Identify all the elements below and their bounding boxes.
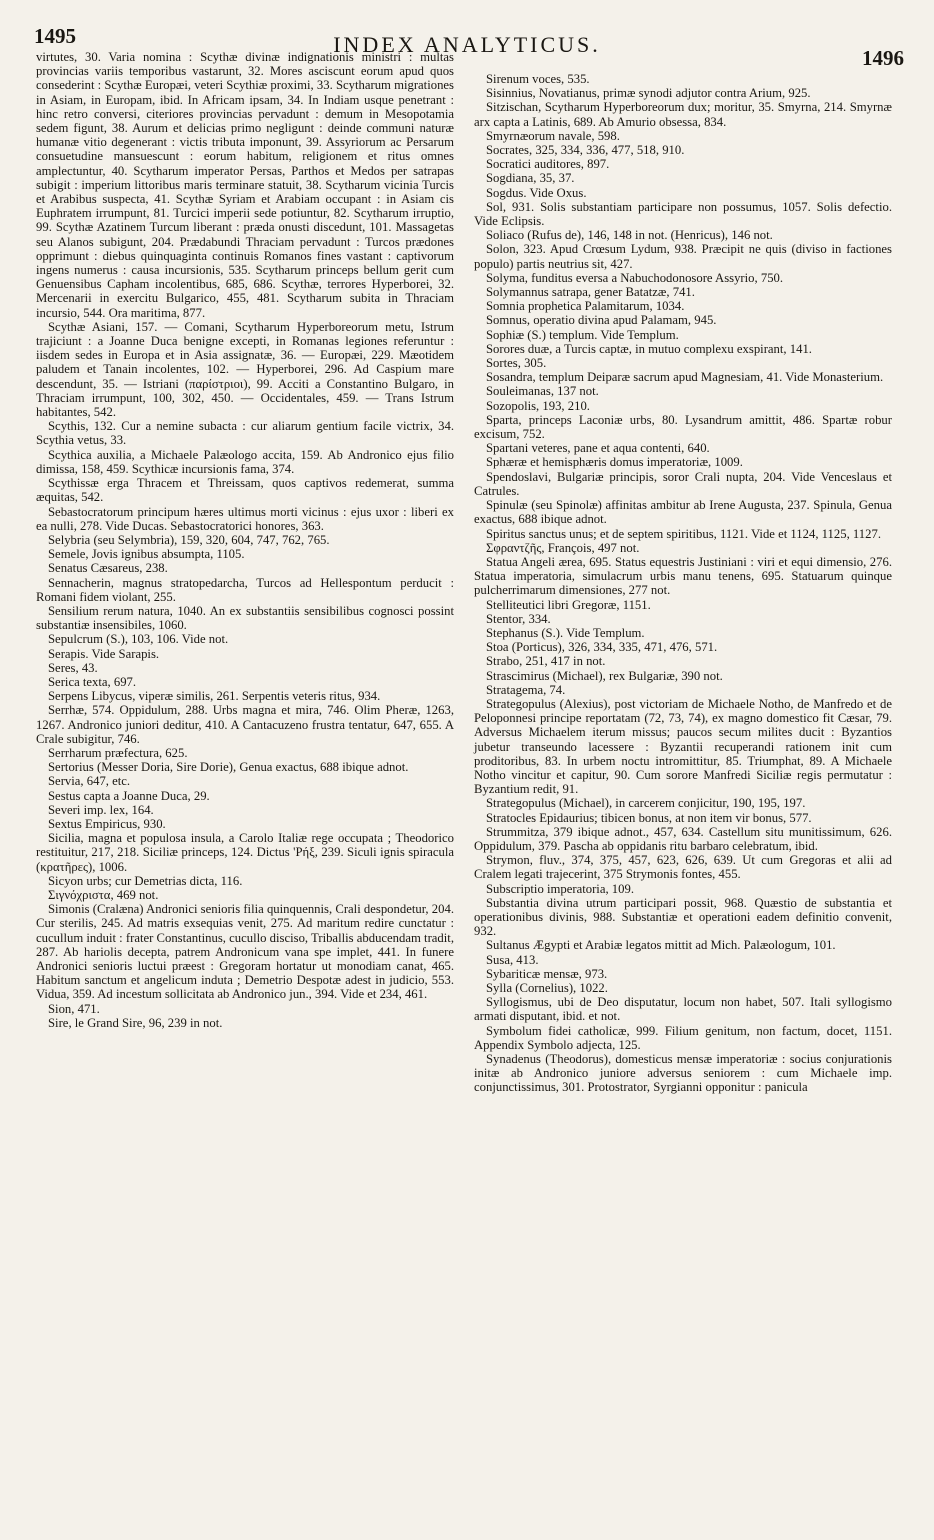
index-entry: Scythæ Asiani, 157. — Comani, Scytharum Hyperboreorum metu, Istrum trajiciunt : a Joanne Duca benigne excepti, in Romanas legiones referuntur : iisdem sedes in Europa et in Asia assignatæ, 36. — Europæi, 229. Mæotidem paludem et Tanain incolentes, 102. — Hyperborei, 296. Ad Caspium mare descendunt, 35. — Istriani (παρίστριοι), 99. Acciti a Constantino Bulgaro, in Thraciam irrumpunt, 100, 302, 450. — Occidentales, 459. — Trans Istrum habitantes, 542. [36, 319, 454, 420]
index-entry: Solon, 323. Apud Crœsum Lydum, 938. Præcipit ne quis (diviso in factiones populo) partis neutrius sit, 427. [474, 242, 892, 271]
index-entry: Sicyon urbs; cur Demetrias dicta, 116. [48, 873, 243, 888]
index-entry: Senatus Cæsareus, 238. [48, 561, 168, 576]
index-entry: Sion, 471. [48, 1001, 100, 1016]
index-entry: Sogdus. Vide Oxus. [486, 185, 587, 200]
index-entry: Solymannus satrapa, gener Batatzæ, 741. [486, 285, 695, 300]
index-entry: Sennacherin, magnus stratopedarcha, Turcos ad Hellespontum perducit : Romani fidem violant, 255. [36, 575, 454, 604]
index-entry: Serrhæ, 574. Oppidulum, 288. Urbs magna et mira, 746. Olim Pheræ, 1263, 1267. Andronico juniori deditur, 410. A Cantacuzeno frustra tentatur, 647, 655. A Crale subigitur, 746. [36, 703, 454, 746]
index-column-right [474, 72, 892, 1095]
index-entry: Serapis. Vide Sarapis. [48, 646, 160, 661]
index-entry: Stratocles Epidaurius; tibicen bonus, at non item vir bonus, 577. [486, 810, 812, 825]
index-entry: Sogdiana, 35, 37. [486, 171, 575, 186]
index-entry: Stentor, 334. [486, 611, 551, 626]
index-entry: Serrharum præfectura, 625. [48, 745, 188, 760]
index-entry: Sozopolis, 193, 210. [486, 398, 590, 413]
index-entry: Souleimanas, 137 not. [486, 384, 599, 399]
index-entry: Sybariticæ mensæ, 973. [486, 966, 608, 981]
index-entry: Sepulcrum (S.), 103, 106. Vide not. [48, 632, 229, 647]
index-entry: Servia, 647, etc. [48, 774, 131, 789]
index-entry: Sphæræ et hemisphæris domus imperatoriæ, 1009. [486, 455, 743, 470]
index-entry: Σφραντζῆς, François, 497 not. [486, 540, 640, 555]
index-entry: Stoa (Porticus), 326, 334, 335, 471, 476, 571. [486, 640, 718, 655]
index-entry: Sitzischan, Scytharum Hyperboreorum dux; moritur, 35. Smyrna, 214. Smyrnæ arx capta a Latinis, 689. Ab Amurio obsessa, 834. [474, 100, 892, 129]
index-entry: Stratagema, 74. [486, 682, 566, 697]
index-entry: Sire, le Grand Sire, 96, 239 in not. [48, 1015, 223, 1030]
index-entry: Spinulæ (seu Spinolæ) affinitas ambitur ab Irene Augusta, 237. Spinula, Genua exactus, 688 ibique adnot. [474, 498, 892, 527]
index-entry: Substantia divina utrum participari possit, 968. Quæstio de substantia et operationibus divinis, 988. Substantiæ et operationi eadem definitio convenit, 932. [474, 895, 892, 939]
index-entry: Scythica auxilia, a Michaele Palæologo accita, 159. Ab Andronico ejus filio dimissa, 158, 459. Scythicæ incursionis fama, 374. [36, 447, 454, 476]
index-entry: Sensilium rerum natura, 1040. An ex substantiis sensibilibus cognosci possint substantiæ insensibiles, 1060. [36, 603, 454, 633]
index-entry: Simonis (Cralæna) Andronici senioris filia quinquennis, Crali despondetur, 204. Cur sterilis, 245. Ad matris exsequias venit, 275. Ad maritum redire cunctatur : cucullum induit : frater Constantinus, cucullo disciso, Triballis abducendam tradit, 287. Ab hariolis decepta, patrem Andronicum vana spe implet, 441. In funere Andronici senioris luctui præest : Gregoram hortatur ut monodiam canat, 465. Habitum sanctum et angelicum induta ; Demetrio Despotæ adest in judicio, 553. Vidua, 359. Ad incestum sollicitata ab Andronico jun., 394. Vide et 234, 461. [36, 902, 454, 1002]
index-entry: Statua Angeli ærea, 695. Status equestris Justiniani : viri et equi dimensio, 276. Statua imperatoria, simulacrum urbis manu tenens, 695. Statuarum quinque pulcherrimarum dimensiones, 277 not. [474, 554, 892, 598]
index-entry: Subscriptio imperatoria, 109. [486, 881, 634, 896]
index-entry: Sicilia, magna et populosa insula, a Carolo Italiæ rege occupata ; Theodorico restituitur, 217, 218. Siciliæ princeps, 124. Dictus 'Ρήξ, 239. Siculi ignis spiracula (κρατῆρες), 1006. [36, 831, 454, 874]
index-entry: Serica texta, 697. [48, 674, 137, 689]
index-entry: Sparta, princeps Laconiæ urbs, 80. Lysandrum amittit, 486. Spartæ robur excisum, 752. [474, 412, 892, 442]
index-entry: Sortes, 305. [486, 356, 547, 371]
index-entry: Sextus Empiricus, 930. [48, 816, 166, 831]
index-entry: Symbolum fidei catholicæ, 999. Filium genitum, non factum, docet, 1151. Appendix Symbolo adjecta, 125. [474, 1023, 892, 1052]
index-entry: Spartani veteres, pane et aqua contenti, 640. [486, 441, 710, 456]
index-entry: Somnia prophetica Palamitarum, 1034. [486, 299, 685, 314]
index-entry: Socrates, 325, 334, 336, 477, 518, 910. [486, 143, 685, 158]
page-number-right: 1496 [862, 46, 904, 70]
index-entry: Susa, 413. [486, 952, 539, 967]
index-entry: Sorores duæ, a Turcis captæ, in mutuo complexu exspirant, 141. [486, 341, 812, 356]
index-entry: Strategopulus (Alexius), post victoriam de Michaele Notho, de Manfredo et de Peloponnesi principe reportatam (72, 73, 74), ex magno domestico fit Cæsar, 79. Adversus Michaelem iterum missus; paucos secum milites ducit : Byzantios jubetur transeundo lacessere : Byzantii recuperandi rationem init cum proditoribus, 83. In urbem noctu intromittitur, 85. Triumphat, 89. A Michaele Notho vincitur et capitur, 90. Cum sorore Manfredi Siciliæ regis permutatur : Byzantium redit, 91. [474, 696, 892, 797]
index-entry: Sisinnius, Novatianus, primæ synodi adjutor contra Arium, 925. [486, 86, 811, 101]
index-entry: Scythissæ erga Thracem et Threissam, quos captivos redemerat, summa æquitas, 542. [36, 476, 454, 505]
index-entry: Sylla (Cornelius), 1022. [486, 981, 608, 995]
index-entry: Sestus capta a Joanne Duca, 29. [48, 788, 210, 803]
index-entry: Serpens Libycus, viperæ similis, 261. Serpentis veteris ritus, 934. [48, 689, 381, 704]
index-entry: Strascimirus (Michael), rex Bulgariæ, 390 not. [486, 668, 723, 683]
index-entry: Strabo, 251, 417 in not. [486, 654, 606, 669]
index-entry: Strategopulus (Michael), in carcerem conjicitur, 190, 195, 197. [486, 796, 806, 811]
index-entry: Sosandra, templum Deiparæ sacrum apud Magnesiam, 41. Vide Monasterium. [486, 370, 884, 385]
page-title: INDEX ANALYTICUS. [333, 32, 601, 57]
index-entry: Sol, 931. Solis substantiam participare non possumus, 1057. Solis defectio. Vide Eclipsis. [474, 199, 892, 229]
index-entry: Σιγνόχριστα, 469 not. [48, 887, 159, 902]
index-entry: Selybria (seu Selymbria), 159, 320, 604, 747, 762, 765. [48, 532, 330, 547]
index-entry: Severi imp. lex, 164. [48, 802, 154, 817]
index-entry: Socratici auditores, 897. [486, 157, 610, 172]
index-entry: Solyma, funditus eversa a Nabuchodonosore Assyrio, 750. [486, 270, 784, 285]
index-entry: Syllogismus, ubi de Deo disputatur, locum non habet, 507. Itali syllogismo armati disputant, ibid. et not. [474, 995, 892, 1024]
index-entry: Smyrnæorum navale, 598. [486, 128, 620, 143]
index-entry: Stelliteutici libri Gregoræ, 1151. [486, 597, 651, 612]
index-entry: Sirenum voces, 535. [486, 72, 590, 86]
index-entry: Seres, 43. [48, 660, 98, 675]
index-entry: Sultanus Ægypti et Arabiæ legatos mittit ad Mich. Palæologum, 101. [486, 938, 836, 953]
index-entry: Strymon, fluv., 374, 375, 457, 623, 626, 639. Ut cum Gregoras et alii ad Cralem legati trajecerint, 375 Strymonis fontes, 455. [474, 853, 892, 882]
index-entry: Strummitza, 379 ibique adnot., 457, 634. Castellum situ munitissimum, 626. Oppidulum, 379. Pascha ab oppidanis ritu barbaro celebratum, ibid. [474, 824, 892, 853]
index-entry: Somnus, operatio divina apud Palamam, 945. [486, 313, 717, 328]
index-entry: Semele, Jovis ignibus absumpta, 1105. [48, 547, 245, 562]
index-entry: Sebastocratorum principum hæres ultimus morti vicinus : ejus uxor : liberi ex ea nulli, 278. Vide Ducas. Sebastocratorici honores, 363. [36, 504, 454, 533]
index-entry: Scythis, 132. Cur a nemine subacta : cur aliarum gentium facile victrix, 34. Scythia vetus, 33. [36, 419, 454, 448]
page-number-left: 1495 [34, 24, 76, 48]
index-column-left [36, 50, 454, 1030]
index-entry: Sertorius (Messer Doria, Sire Dorie), Genua exactus, 688 ibique adnot. [48, 760, 409, 775]
index-entry: Synadenus (Theodorus), domesticus mensæ imperatoriæ : socius conjurationis initæ ab Andronico juniore adversus seniorem : cum Michaele imp. conjunctissimus, 301. Protostrator, Syrgianni opponitur : panicula [474, 1052, 892, 1095]
index-entry: Sophiæ (S.) templum. Vide Templum. [486, 327, 679, 342]
index-entry: Soliaco (Rufus de), 146, 148 in not. (Henricus), 146 not. [486, 228, 773, 243]
index-entry: Spiritus sanctus unus; et de septem spiritibus, 1121. Vide et 1124, 1125, 1127. [486, 526, 881, 541]
index-entry: Spendoslavi, Bulgariæ principis, soror Crali nupta, 204. Vide Venceslaus et Catrules. [474, 469, 892, 498]
index-entry: Stephanus (S.). Vide Templum. [486, 625, 645, 640]
index-entry: virtutes, 30. Varia nomina : Scythæ divinæ indignationis ministri : multas provincias variis temporibus vastarunt, 32. Mores asciscunt eorum apud quos consederint : Scythæ Europæi, veteri Scythiæ proximi, 33. Scytharum migrationes in Asiam, in Europam, ibid. In Africam ipsam, 34. In Indiam usque penetrant : hinc retro conversi, citeriores provincias pervadunt : demum in Mesopotamia sedem figunt, 38. Aurum et delicias primo negligunt : deinde communi naturæ humanæ vitio degenerant : victis tributa imponunt, 39. Assyriorum ac Persarum consuetudine mansuescunt : eorum habitum, religionem et ritus omnes amplectuntur, 40. Scytharum imperator Persas, Parthos et Medos per satrapas subigit : imperium littoribus maris terminare statuit, 38. Scytharum vicinia Turcis et Arabibus suspecta, 41. Scythæ Syriam et Arabiam occupant : in Asiam cis Euphratem irrumpunt, 81. Turcici imperii sede potiuntur, 82. Scytharum irruptio, 99. Scythæ Azatinem Turcum liberant : præda onusti discedunt, 101. Massagetas seu Alanos subigunt, 204. Prædabundi Thraciam pervadunt : Turcos prædones opprimunt : diebus quinquaginta continuis Romanos fines vastant : captivorum ingens numerus : causa incursionis, 535. Scytharum princeps bellum gerit cum Genuensibus Capham incolentibus, 685, 686. Scythæ, terrores Hyperborei, 32. Mercenarii in exercitu Bulgarico, 455, 481. Scytharum subita in Thraciam incursio, 544. Ora maritima, 877. [36, 50, 454, 320]
